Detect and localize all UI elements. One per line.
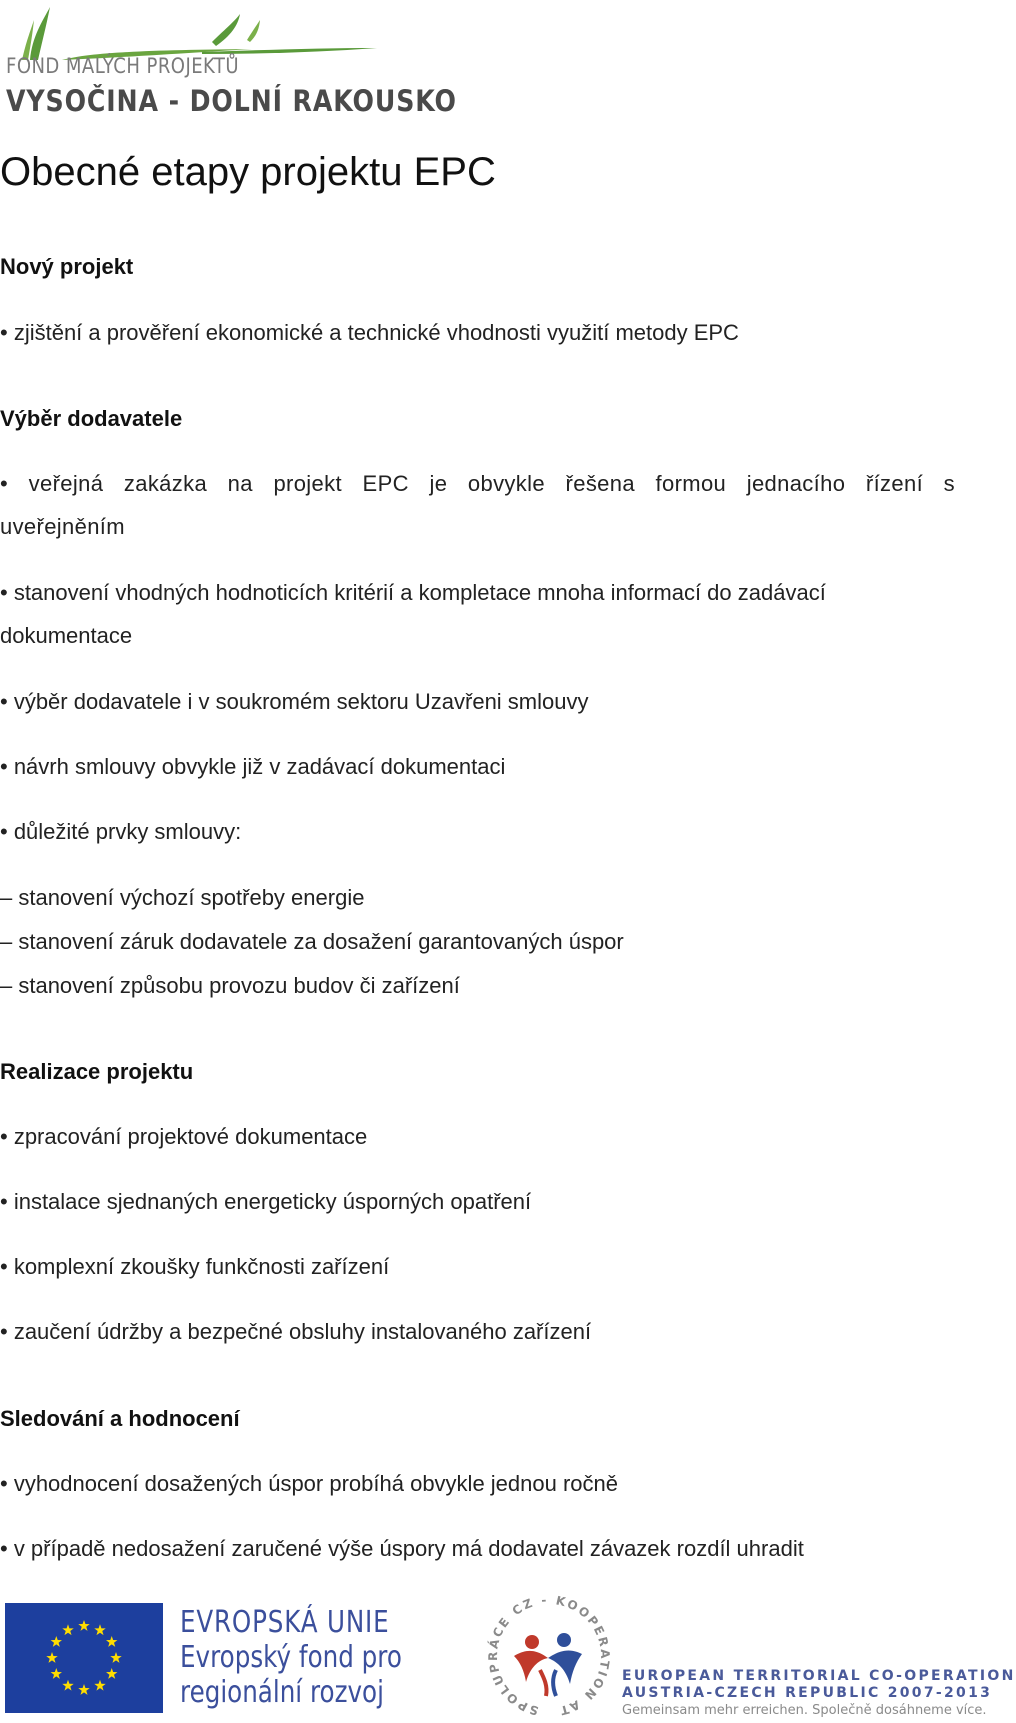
eu-star-icon bbox=[78, 1684, 89, 1695]
eu-star-icon bbox=[51, 1668, 62, 1679]
list-item: • zjištění a prověření ekonomické a technické vhodnosti využití metody EPC bbox=[0, 320, 739, 345]
list-item: • návrh smlouvy obvykle již v zadávací dokumentaci bbox=[0, 754, 506, 779]
eu-star-icon bbox=[110, 1652, 121, 1663]
list-item: • instalace sjednaných energeticky úsporných opatření bbox=[0, 1189, 532, 1214]
list-item: • vyhodnocení dosažených úspor probíhá obvykle jednou ročně bbox=[0, 1471, 618, 1496]
fond-malych-projektu-logo bbox=[2, 2, 457, 120]
coop-ring-text: SPOLUPRÁCE CZ - KOOPERATION AT bbox=[485, 1592, 613, 1718]
eu-star-icon bbox=[94, 1624, 105, 1635]
list-item: • komplexní zkoušky funkčnosti zařízení bbox=[0, 1254, 390, 1279]
list-item: • veřejná zakázka na projekt EPC je obvykle řešena formou jednacího řízení s uveřejněním bbox=[0, 471, 955, 539]
eu-star-icon bbox=[51, 1636, 62, 1647]
sub-list-item: – stanovení výchozí spotřeby energie bbox=[0, 885, 365, 910]
etc-line-2: AUSTRIA-CZECH REPUBLIC 2007-2013 bbox=[622, 1685, 993, 1701]
eu-line-3: regionální rozvoj bbox=[180, 1675, 384, 1710]
sub-list-item: – stanovení záruk dodavatele za dosažení garantovaných úspor bbox=[0, 929, 624, 954]
eu-star-icon bbox=[62, 1680, 73, 1691]
eu-star-icon bbox=[78, 1620, 89, 1631]
list-item: • důležité prvky smlouvy: bbox=[0, 819, 242, 844]
svg-text:SPOLUPRÁCE CZ - KOOPERATION AT bbox=[485, 1593, 612, 1718]
etc-line-1: EUROPEAN TERRITORIAL CO-OPERATION bbox=[622, 1668, 1016, 1684]
sub-list-item: – stanovení způsobu provozu budov či zařízení bbox=[0, 973, 460, 998]
eu-star-icon bbox=[106, 1668, 117, 1679]
list-item: • stanovení vhodných hodnoticích kritérií a kompletace mnoha informací do zadávací dokumentace bbox=[0, 580, 826, 648]
cooperation-logo bbox=[482, 1590, 617, 1718]
cooperation-figures-icon bbox=[482, 1590, 617, 1718]
eu-star-icon bbox=[94, 1680, 105, 1691]
eu-stars-icon bbox=[5, 1603, 163, 1713]
etc-programme-text bbox=[622, 1668, 1016, 1719]
eu-line-1: EVROPSKÁ UNIE bbox=[180, 1605, 390, 1640]
eu-star-icon bbox=[62, 1624, 73, 1635]
etc-line-3: Gemeinsam mehr erreichen. Společně dosáhneme více. bbox=[622, 1703, 987, 1718]
eu-star-icon bbox=[46, 1652, 57, 1663]
logo-graphic bbox=[2, 2, 382, 62]
list-item: • výběr dodavatele i v soukromém sektoru Uzavřeni smlouvy bbox=[0, 689, 589, 714]
eu-line-2: Evropský fond pro bbox=[180, 1640, 402, 1675]
logo-line-2: VYSOČINA - DOLNÍ RAKOUSKO bbox=[6, 84, 457, 118]
eu-flag-logo bbox=[5, 1603, 163, 1713]
section-heading-vyber-dodavatele: Výběr dodavatele bbox=[0, 406, 183, 431]
logo-line-1: FOND MALÝCH PROJEKTŮ bbox=[6, 54, 240, 78]
list-item: • v případě nedosažení zaručené výše úspory má dodavatel závazek rozdíl uhradit bbox=[0, 1536, 804, 1561]
document-title: Obecné etapy projektu EPC bbox=[0, 150, 496, 194]
section-heading-sledovani-a-hodnoceni: Sledování a hodnocení bbox=[0, 1406, 240, 1431]
eu-logo-text bbox=[180, 1605, 402, 1710]
eu-star-icon bbox=[106, 1636, 117, 1647]
section-heading-realizace-projektu: Realizace projektu bbox=[0, 1059, 194, 1084]
section-heading-novy-projekt: Nový projekt bbox=[0, 254, 134, 279]
list-item: • zpracování projektové dokumentace bbox=[0, 1124, 368, 1149]
list-item: • zaučení údržby a bezpečné obsluhy instalovaného zařízení bbox=[0, 1319, 592, 1344]
